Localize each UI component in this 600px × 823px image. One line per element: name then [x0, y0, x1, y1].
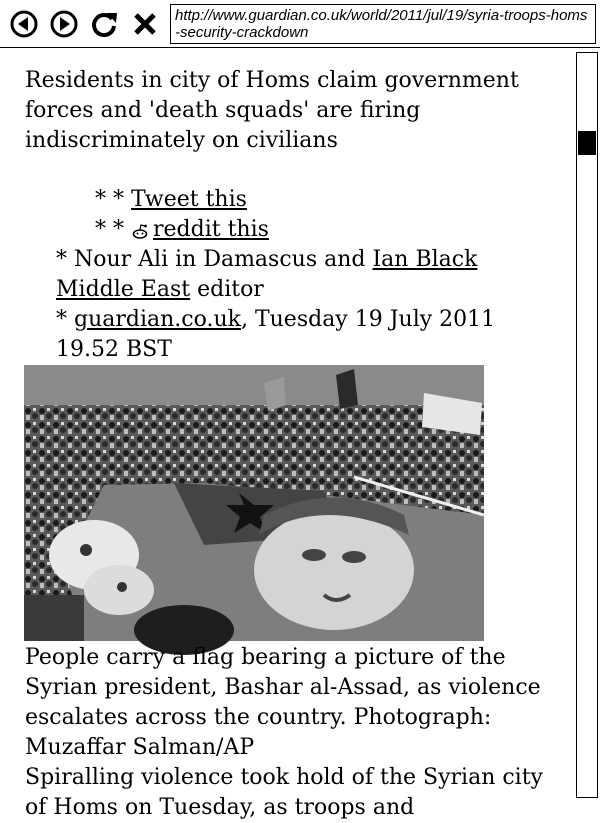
reddit-alien-icon — [131, 218, 149, 234]
vertical-scrollbar[interactable] — [576, 52, 598, 798]
browser-toolbar — [0, 0, 600, 48]
article-photo — [24, 365, 484, 641]
publish-date: , Tuesday 19 July 2011 19.52 BST — [56, 307, 496, 362]
share-tweet-line — [95, 185, 555, 215]
article-content — [0, 49, 572, 820]
scrollbar-thumb[interactable] — [578, 131, 596, 155]
byline-author-suffix: editor — [190, 277, 264, 302]
forward-arrow-circle-icon[interactable] — [50, 10, 78, 38]
back-arrow-circle-icon[interactable] — [10, 10, 38, 38]
caption-text: People carry a flag bearing a picture of the Syrian president, Bashar al-Assad, as violence escalates across the country. Photograph: Muzaffar Salman/AP — [25, 645, 541, 760]
url-field[interactable]: http://www.guardian.co.uk/world/2011/jul/19/syria-troops-homs-security-crackdown — [170, 4, 596, 44]
tweet-prefix: * * — [95, 187, 131, 212]
photo-caption — [25, 643, 565, 823]
reddit-prefix: * * — [95, 217, 131, 242]
reload-icon[interactable] — [90, 10, 118, 38]
reddit-this-link[interactable]: reddit this — [153, 217, 269, 242]
article-standfirst: Residents in city of Homs claim government forces and 'death squads' are firing indiscriminately on civilians — [25, 68, 519, 153]
share-reddit-line — [95, 215, 555, 245]
guardian-link[interactable]: guardian.co.uk — [74, 307, 241, 332]
author-link[interactable]: Ian Black Middle East — [56, 247, 478, 302]
article-byline — [56, 245, 556, 305]
source-prefix: * — [56, 307, 74, 332]
stop-x-icon[interactable] — [131, 10, 159, 38]
article-body-start: Spiralling violence took hold of the Syrian city of Homs on Tuesday, as troops and — [25, 765, 543, 820]
tweet-this-link[interactable]: Tweet this — [131, 187, 247, 212]
article-source-date — [56, 305, 556, 365]
byline-author-prefix: * Nour Ali in Damascus and — [56, 247, 373, 272]
